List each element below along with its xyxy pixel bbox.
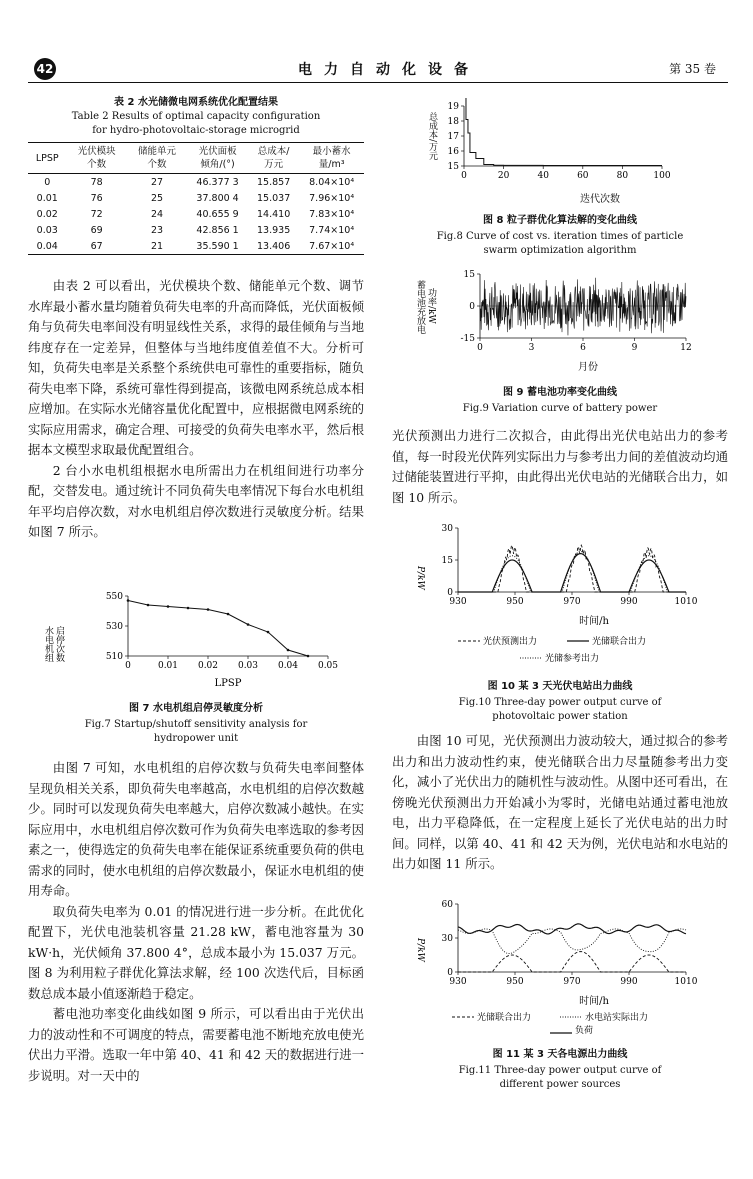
fig7-ylabel-1: 水电机组 <box>43 626 53 662</box>
fig7-point <box>307 655 310 658</box>
right-text-upper <box>392 426 728 508</box>
fig7-x-tick-label: 0.01 <box>157 661 179 671</box>
table-cell: 40.655 9 <box>196 208 239 220</box>
fig8-xlabel: 迭代次数 <box>580 194 620 205</box>
header-line: 最小蓄水 <box>312 146 351 157</box>
fig10-x-tick-label: 950 <box>506 597 524 607</box>
figure-9 <box>392 266 728 416</box>
fig11-y-tick-label: 30 <box>441 934 453 944</box>
fig8-y-tick-label: 17 <box>447 132 459 142</box>
paragraph: 取负荷失电率为 0.01 的情况进行进一步分析。在此优化配置下，光伏电池装机容量 21.28 kW，蓄电池容量为 30 kW·h，光伏倾角 37.800 4°，总成本最小为 15.037 万元。图 8 为利用粒子群优化算法求解，经 100 次迭代后，目标函数总成本最小值逐渐趋于稳定。 <box>28 903 364 1001</box>
table-cell: 7.67×10⁴ <box>299 238 364 255</box>
fig10-caption-en-2: photovoltaic power station <box>492 711 628 722</box>
fig8-x-tick-label: 60 <box>577 171 589 181</box>
fig7-point <box>147 604 150 607</box>
fig8-caption-en-2: swarm optimization algorithm <box>483 245 637 256</box>
table-header-cell <box>66 143 126 174</box>
table-cell: 76 <box>90 192 103 204</box>
fig11-caption-en-2: different power sources <box>499 1079 621 1090</box>
fig10-x-tick-label: 990 <box>620 597 638 607</box>
fig8-x-tick-label: 40 <box>537 171 549 181</box>
table-cell: 7.74×10⁴ <box>309 224 355 236</box>
fig8-y-tick-label: 19 <box>447 102 459 112</box>
table-cell: 15.857 <box>257 176 291 188</box>
fig10-x-tick-label: 1010 <box>674 597 698 607</box>
fig9-chart <box>392 266 728 374</box>
table-header-cell <box>248 143 299 174</box>
fig11-legend-3: 负荷 <box>575 1026 594 1034</box>
fig9-caption-cn: 图 9 蓄电池功率变化曲线 <box>503 387 617 398</box>
fig11-x-tick-label: 1010 <box>674 977 698 987</box>
figure-8 <box>392 98 728 258</box>
fig8-y-tick-label: 18 <box>447 117 459 127</box>
fig11-hydro-output-line <box>458 929 686 954</box>
fig10-legend-3: 光储参考出力 <box>545 654 600 664</box>
table-row <box>28 238 364 255</box>
figure-7 <box>28 588 364 746</box>
fig10-legend-2: 光储联合出力 <box>592 637 647 647</box>
fig9-x-tick-label: 9 <box>631 343 638 353</box>
fig7-ylabel-2: 启停次数 <box>54 626 64 662</box>
header-line: 个数 <box>87 159 107 170</box>
volume-label: 第 35 卷 <box>669 62 716 76</box>
paragraph: 光伏预测出力进行二次拟合，由此得出光伏电站出力的参考值，每一时段光伏阵列实际出力与参考出力间的差值波动均通过储能装置进行平抑，由此得出光伏电站的光储联合出力，如图 10 所示。 <box>392 428 728 505</box>
fig7-point <box>287 649 290 652</box>
table-cell: 15.037 <box>257 192 291 204</box>
fig11-caption-en-1: Fig.11 Three-day power output curve of <box>458 1065 662 1076</box>
paragraph: 2 台小水电机组根据水电所需出力在机组间进行功率分配，交替发电。通过统计不同负荷失电率情况下每台水电机组年平均启停次数，对水电机组启停次数进行灵敏度分析。结果如图 7 所示。 <box>28 462 364 539</box>
table-cell: 0.01 <box>36 192 58 204</box>
header-line: 量/m³ <box>318 159 345 170</box>
fig10-y-tick-label: 30 <box>441 524 453 534</box>
fig8-chart <box>392 98 728 206</box>
table-2-title-en-1: Table 2 Results of optimal capacity configuration <box>71 111 321 122</box>
fig7-point <box>167 605 170 608</box>
fig9-line <box>480 278 686 336</box>
fig11-ylabel: P/kW <box>415 938 425 962</box>
paragraph: 由图 10 可见，光伏预测出力波动较大，通过拟合的参考出力和出力波动性约束，使光储联合出力尽量随参考出力变化，减小了光伏出力的随机性与波动性。从图中还可看出，在傍晚光伏预测出力开始减小为零时，光储电站通过蓄电池放电，出力平稳降低，在一定程度上延长了光伏电站的出力时间。同样，以第 40、41 和 42 天为例，光伏电站和水电站的出力如图 11 所示。 <box>392 733 728 871</box>
fig7-line <box>128 601 308 657</box>
fig8-caption-en-1: Fig.8 Curve of cost vs. iteration times of particle <box>436 231 684 242</box>
table-cell: 69 <box>90 224 103 236</box>
fig11-load-line <box>458 924 686 934</box>
fig7-y-tick-label: 550 <box>105 592 123 602</box>
fig8-y-tick-label: 16 <box>447 147 459 157</box>
paragraph: 由图 7 可知，水电机组的启停次数与负荷失电率间整体呈现负相关关系，即负荷失电率越高，水电机组的启停次数越少。同时可以发现负荷失电率越大，启停次数减小越快。在实际应用中，水电机组启停次数可作为负荷失电率选取的参考因素之一，使得选定的负荷失电率在能保证系统重要负荷的供电需求的同时，使水电机组的启停次数最小，保证水电机组的使用寿命。 <box>28 760 364 898</box>
fig11-x-tick-label: 950 <box>506 977 524 987</box>
header-rule <box>28 82 728 83</box>
fig8-x-tick-label: 0 <box>461 171 467 181</box>
table-row <box>28 222 364 238</box>
results-table <box>28 142 364 255</box>
fig8-x-tick-label: 80 <box>616 171 629 181</box>
fig7-x-tick-label: 0.03 <box>237 661 259 671</box>
page-header <box>28 56 728 82</box>
table-cell: 24 <box>150 208 164 220</box>
header-line: 光伏面板 <box>198 146 237 157</box>
fig11-legend-2: 水电站实际出力 <box>585 1013 649 1023</box>
table-cell: 72 <box>90 208 103 220</box>
header-line: 万元 <box>264 159 284 170</box>
fig7-x-tick-label: 0.04 <box>277 661 299 671</box>
fig9-x-tick-label: 3 <box>528 343 535 353</box>
paragraph: 蓄电池功率变化曲线如图 9 所示，可以看出由于光伏出力的波动性和不可调度的特点，需要蓄电池不断地充放电使光伏出力平滑。选取一年中第 40、41 和 42 天的数据进行进一步说明。对一天中的 <box>28 1006 364 1083</box>
fig11-legend-1: 光储联合出力 <box>477 1013 532 1023</box>
fig11-xlabel: 时间/h <box>579 996 609 1007</box>
table-header-cell <box>299 143 364 174</box>
table-header-cell <box>187 143 248 174</box>
table-cell: 13.935 <box>257 224 291 236</box>
fig10-reference-output-line <box>458 551 686 592</box>
fig7-x-tick-label: 0.05 <box>317 661 339 671</box>
table-cell: 27 <box>150 176 164 188</box>
fig10-xlabel: 时间/h <box>579 616 609 627</box>
fig8-x-tick-label: 20 <box>497 171 510 181</box>
fig11-y-tick-label: 60 <box>441 900 453 910</box>
fig10-y-tick-label: 0 <box>447 588 453 598</box>
table-row <box>28 174 364 191</box>
fig10-caption-en-1: Fig.10 Three-day power output curve of <box>458 697 662 708</box>
figure-10 <box>392 520 728 724</box>
fig10-caption-cn: 图 10 某 3 天光伏电站出力曲线 <box>487 681 633 692</box>
table-header-cell <box>28 143 66 174</box>
fig11-y-tick-label: 0 <box>447 968 453 978</box>
fig7-chart <box>28 588 364 688</box>
table-header-cell <box>127 143 187 174</box>
header-line: 倾角/(°) <box>200 159 235 170</box>
fig11-combined-output-line <box>458 952 686 972</box>
header-line: 个数 <box>147 159 167 170</box>
fig9-ylabel-1: 蓄电池充放电 <box>415 280 425 334</box>
fig10-combined-output-line <box>458 554 686 592</box>
table-cell: 14.410 <box>257 208 291 220</box>
paragraph: 由表 2 可以看出，光伏模块个数、储能单元个数、调节水库最小蓄水量均随着负荷失电率的升高而降低，光伏面板倾角与负荷失电率间没有明显线性关系，求得的最佳倾角与当地纬度存在一定差异，但整体与当地纬度值差值不大。分析可知，负荷失电率是关系整个系统供电可靠性的重要指标，随负荷失电率下降，系统可靠性得到提高，该微电网系统总成本相应增加。在实际水光储容量优化配置中，应根据微电网系统的实际应用需求，确定合理、可接受的负荷失电率水平，然后根据本文模型求取最优配置组合。 <box>28 278 364 457</box>
fig7-point <box>127 599 130 602</box>
fig9-x-tick-label: 0 <box>477 343 483 353</box>
fig9-y-tick-label: 15 <box>463 270 475 280</box>
fig7-point <box>267 631 270 634</box>
fig8-ylabel: 总成本/万元 <box>427 112 437 161</box>
table-2-block <box>28 96 364 255</box>
left-text-upper <box>28 276 364 543</box>
figure-11 <box>392 882 728 1092</box>
fig7-y-tick-label: 510 <box>105 652 123 662</box>
fig7-caption-cn: 图 7 水电机组启停灵敏度分析 <box>129 703 263 714</box>
header-line: 总成本/ <box>257 146 290 157</box>
left-text-lower <box>28 758 364 1086</box>
table-cell: 25 <box>150 192 164 204</box>
table-cell: 0 <box>44 176 51 188</box>
fig11-caption-cn: 图 11 某 3 天各电源出力曲线 <box>492 1049 628 1060</box>
fig10-ylabel: P/kW <box>415 566 425 590</box>
fig10-pv-forecast-line <box>458 545 686 592</box>
fig7-point <box>207 608 210 611</box>
fig7-caption-en-2: hydropower unit <box>153 733 239 744</box>
right-text-lower <box>392 731 728 875</box>
table-cell: 0.04 <box>28 238 66 255</box>
table-cell: 67 <box>66 238 126 255</box>
fig9-x-tick-label: 6 <box>580 343 586 353</box>
fig8-line <box>464 98 662 165</box>
table-cell: 46.377 3 <box>196 176 239 188</box>
table-cell: 23 <box>150 224 164 236</box>
fig10-chart <box>392 520 728 668</box>
table-2-title-cn: 表 2 水光储微电网系统优化配置结果 <box>114 97 278 108</box>
fig7-caption-en-1: Fig.7 Startup/shutoff sensitivity analysis for <box>84 719 308 730</box>
fig7-xlabel: LPSP <box>214 678 242 688</box>
page-number: 42 <box>34 58 56 80</box>
fig9-xlabel: 月份 <box>578 362 598 373</box>
table-cell: 21 <box>127 238 187 255</box>
header-line: 储能单元 <box>138 146 177 157</box>
header-line: 光伏模块 <box>77 146 116 157</box>
fig10-x-tick-label: 970 <box>563 597 581 607</box>
fig10-legend-1: 光伏预测出力 <box>483 637 538 647</box>
fig11-chart <box>392 882 728 1034</box>
fig8-y-tick-label: 15 <box>447 162 459 172</box>
fig9-x-tick-label: 12 <box>680 343 692 353</box>
fig7-point <box>227 613 230 616</box>
fig9-ylabel-2: 功率/kW <box>426 288 436 324</box>
fig11-x-tick-label: 990 <box>620 977 638 987</box>
fig7-y-tick-label: 530 <box>105 622 123 632</box>
fig8-caption-cn: 图 8 粒子群优化算法解的变化曲线 <box>483 215 637 226</box>
fig10-x-tick-label: 930 <box>449 597 467 607</box>
fig9-caption-en: Fig.9 Variation curve of battery power <box>462 403 658 414</box>
fig7-x-tick-label: 0 <box>125 661 131 671</box>
table-cell: 78 <box>90 176 103 188</box>
header-line: LPSP <box>35 152 59 164</box>
table-2-title-en-2: for hydro-photovoltaic-storage microgrid <box>92 125 300 136</box>
table-cell: 35.590 1 <box>187 238 248 255</box>
table-cell: 0.02 <box>36 208 58 220</box>
table-cell: 8.04×10⁴ <box>309 176 355 188</box>
fig11-x-tick-label: 970 <box>563 977 581 987</box>
fig7-x-tick-label: 0.02 <box>197 661 219 671</box>
table-row <box>28 190 364 206</box>
fig11-x-tick-label: 930 <box>449 977 467 987</box>
table-cell: 13.406 <box>248 238 299 255</box>
fig10-y-tick-label: 15 <box>441 556 453 566</box>
fig7-point <box>247 623 250 626</box>
fig7-point <box>187 607 190 610</box>
fig9-y-tick-label: -15 <box>460 334 475 344</box>
table-cell: 42.856 1 <box>196 224 239 236</box>
table-cell: 0.03 <box>36 224 58 236</box>
table-cell: 7.83×10⁴ <box>309 208 355 220</box>
fig8-x-tick-label: 100 <box>653 171 671 181</box>
table-cell: 37.800 4 <box>196 192 239 204</box>
table-cell: 7.96×10⁴ <box>309 192 355 204</box>
table-row <box>28 206 364 222</box>
fig9-y-tick-label: 0 <box>469 302 475 312</box>
journal-title: 电力自动化设备 <box>298 62 480 78</box>
